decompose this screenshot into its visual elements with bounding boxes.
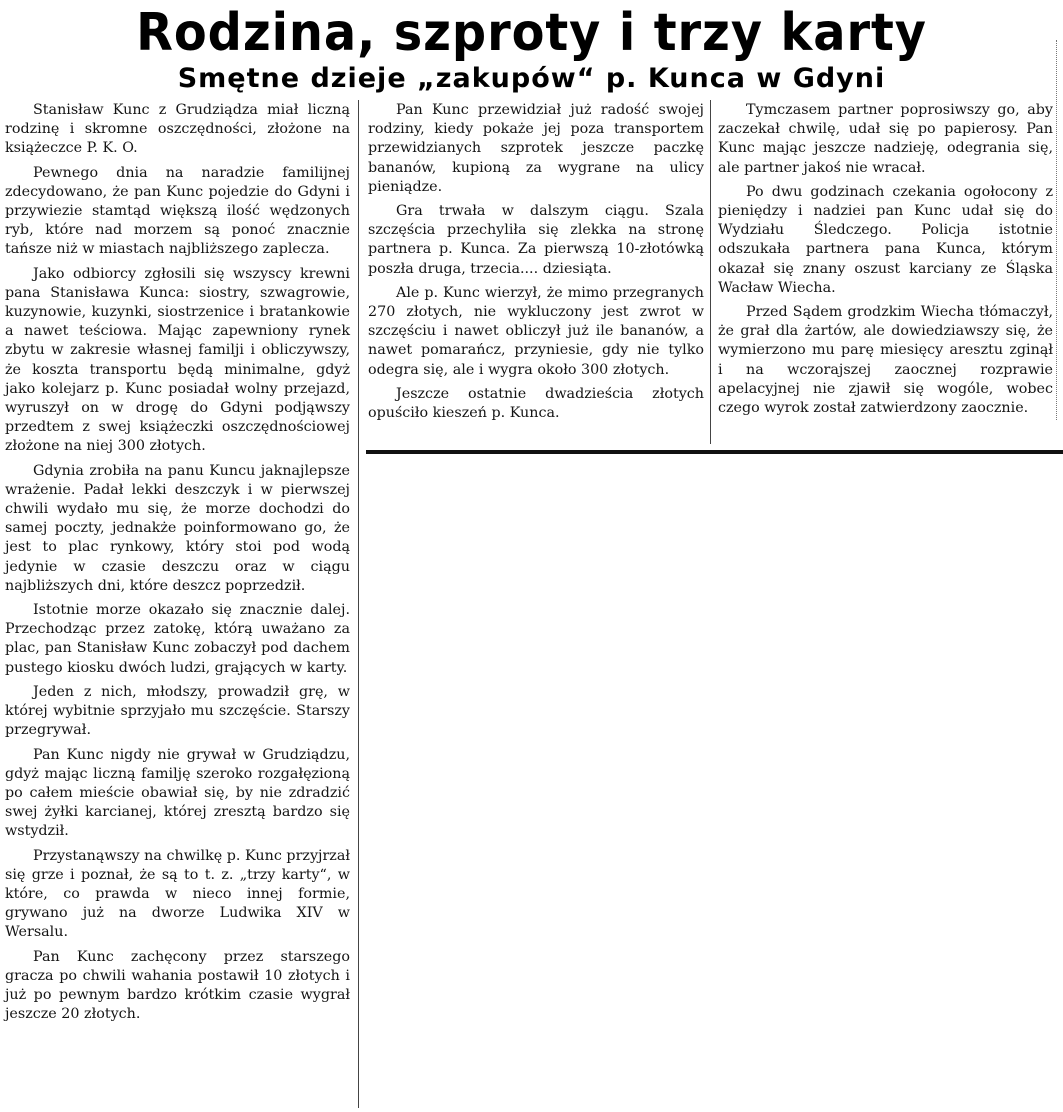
- paragraph: Stanisław Kunc z Grudziądza miał liczną rodzinę i skromne oszczędności, złożone na książeczce P. K. O.: [5, 102, 350, 157]
- paragraph: Jako odbiorcy zgłosili się wszyscy krewni pana Stanisława Kunca: siostry, szwagrowie, kuzynowie, kuzynki, siostrzenice i bratankowie a nawet teściowa. Mając zapewniony rynek zbytu w zakresie własnej familji i obliczywszy, że koszta transportu będą minimalne, gdyż jako kolejarz p. Kunc posiadał wolny przejazd, wyruszył on w drogę do Gdyni podjąwszy przedtem z swej książeczki oszczędnościowej złożone na niej 300 złotych.: [5, 265, 350, 455]
- paragraph: Istotnie morze okazało się znacznie dalej. Przechodząc przez zatokę, którą uważano za plac, pan Stanisław Kunc zobaczył pod dachem pustego kiosku dwóch ludzi, grających w karty.: [5, 602, 350, 676]
- paragraph: Jeszcze ostatnie dwadzieścia złotych opuściło kieszeń p. Kunca.: [368, 385, 704, 422]
- page-edge: [1056, 40, 1063, 420]
- paragraph: Pan Kunc zachęcony przez starszego gracza po chwili wahania postawił 10 złotych i już po pewnym bardzo krótkim czasie wygrał jeszcze 20 złotych.: [5, 948, 350, 1023]
- column-divider: [358, 100, 359, 1108]
- paragraph: Jeden z nich, młodszy, prowadził grę, w której wybitnie sprzyjało mu szczęście. Starszy przegrywał.: [5, 683, 350, 739]
- paragraph: Gra trwała w dalszym ciągu. Szala szczęścia przechyliła się zlekka na stronę partnera p. Kunca. Za pierwszą 10-złotówką poszła druga, trzecia.... dziesiąta.: [368, 203, 704, 277]
- article-end-rule: [366, 450, 1063, 454]
- paragraph: Po dwu godzinach czekania ogołocony z pieniędzy i nadziei pan Kunc udał się do Wydziału Śledczego. Policja istotnie odszukała partnera pana Kunca, którym okazał się znany oszust karciany ze Śląska Wacław Wiecha.: [718, 183, 1053, 296]
- paragraph: Pewnego dnia na naradzie familijnej zdecydowano, że pan Kunc pojedzie do Gdyni i przywiezie stamtąd większą ilość wędzonych ryb, które nad morzem są ponoć znacznie tańsze niż w miastach najbliższego zaplecza.: [5, 164, 350, 258]
- paragraph: Pan Kunc przewidział już radość swojej rodziny, kiedy pokaże jej poza transportem przewidzianych szprotek jeszcze paczkę bananów, kupioną za wygrane na ulicy pieniądze.: [368, 102, 704, 195]
- article-column-2: [368, 101, 704, 428]
- column-divider: [710, 100, 711, 444]
- paragraph: Przed Sądem grodzkim Wiecha tłómaczył, że grał dla żartów, ale dowiedziawszy się, że wymierzono mu parę miesięcy aresztu zginął i na wczorajszej zaocznej rozprawie apelacyjnej nie zjawił się wogóle, wobec czego wyrok został zatwierdzony zaocznie.: [718, 304, 1053, 417]
- subheadline: Smętne dzieje „zakupów“ p. Kunca w Gdyni: [177, 63, 886, 94]
- paragraph: Gdynia zrobiła na panu Kuncu jaknajlepsze wrażenie. Padał lekki deszczyk i w pierwszej chwili wydało mu się, że morze dochodzi do samej poczty, jednakże poinformowano go, że jest to plac rynkowy, który stoi pod wodą jedynie w czasie deszczu oraz w ciągu najbliższych dni, które deszcz poprzedził.: [5, 462, 350, 594]
- paragraph: Przystanąwszy na chwilkę p. Kunc przyjrzał się grze i poznał, że są to t. z. „trzy karty“, w które, co prawda w nieco innej formie, grywano już na dworze Ludwika XIV w Wersalu.: [5, 847, 350, 941]
- article-column-1: [5, 101, 350, 1029]
- paragraph: Tymczasem partner poprosiwszy go, aby zaczekał chwilę, udał się po papierosy. Pan Kunc mając jeszcze nadzieję, odegrania się, ale partner jakoś nie wracał.: [718, 102, 1053, 176]
- paragraph: Ale p. Kunc wierzył, że mimo przegranych 270 złotych, nie wykluczony jest zwrot w szczęściu i nawet obliczył już ile bananów, a nawet pomarańcz, przyniesie, gdy nie tylko odegra się, ale i wygra około 300 złotych.: [368, 284, 704, 378]
- headline: Rodzina, szproty i trzy karty: [136, 3, 927, 63]
- article-column-3: [718, 101, 1053, 423]
- paragraph: Pan Kunc nigdy nie grywał w Grudziądzu, gdyż mając liczną familję szeroko rozgałęzioną po całem mieście obawiał się, by nie zdradzić swej żyłki karcianej, której zresztą bardzo się wstydził.: [5, 746, 350, 840]
